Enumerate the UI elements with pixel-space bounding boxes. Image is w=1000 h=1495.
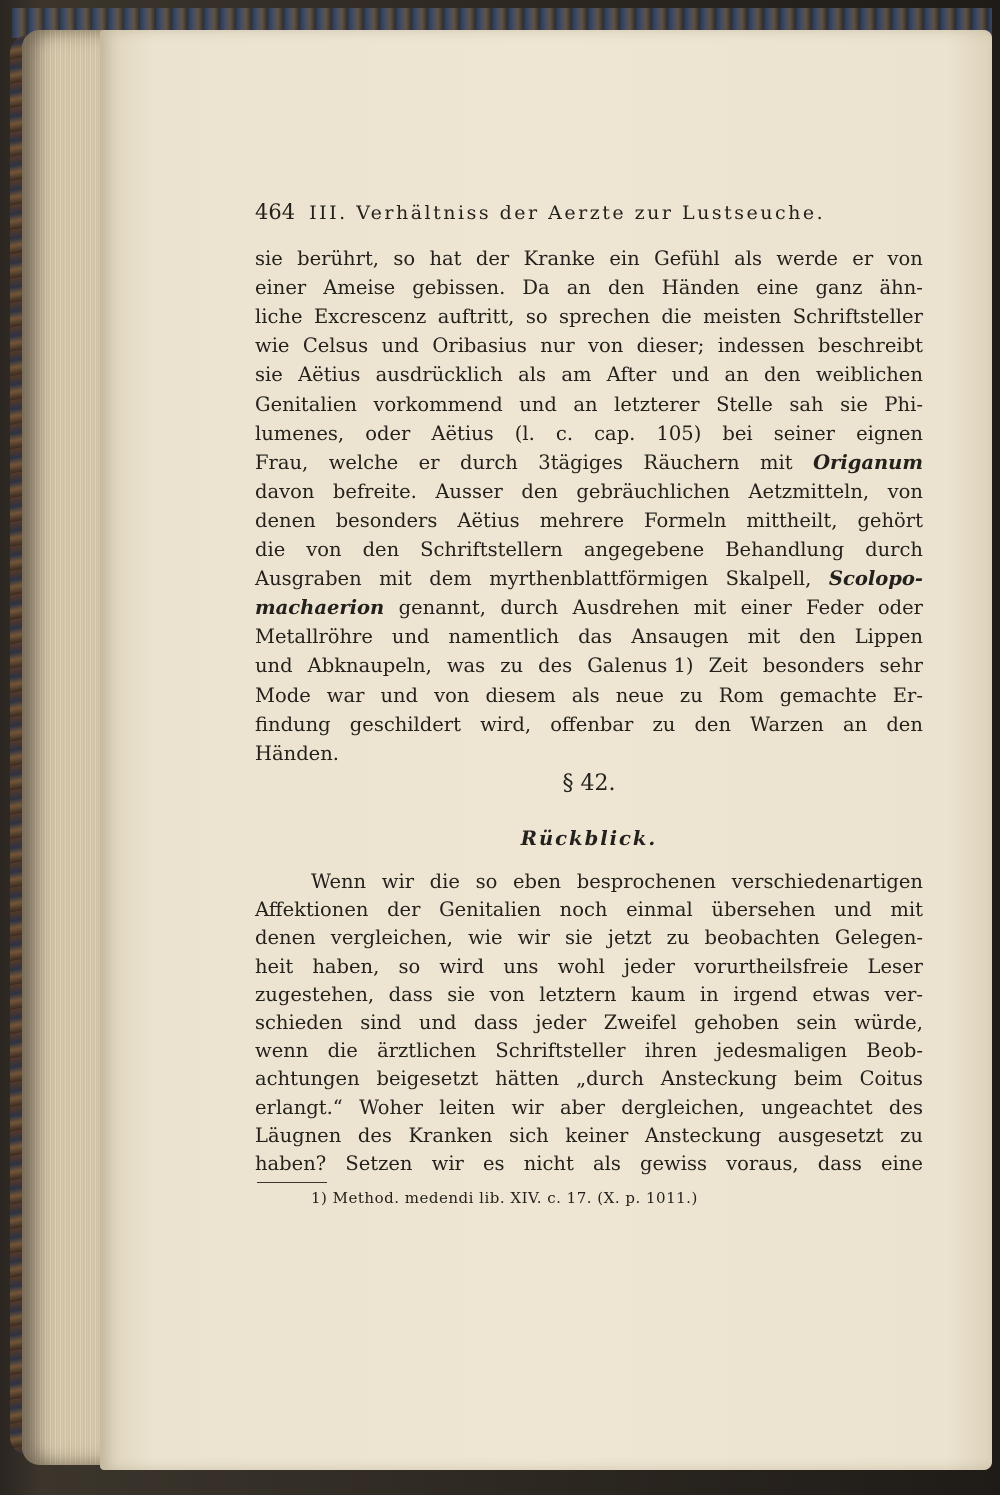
word: und bbox=[834, 898, 872, 922]
word: neue bbox=[615, 683, 664, 707]
word: erlangt.“ bbox=[255, 1095, 343, 1119]
word: ver- bbox=[884, 982, 923, 1006]
word: Schriftsteller bbox=[495, 1039, 626, 1063]
text-line bbox=[255, 740, 923, 768]
text-line bbox=[255, 594, 923, 622]
word: und bbox=[255, 654, 293, 678]
word: aber bbox=[560, 1095, 605, 1119]
word: Beob- bbox=[866, 1039, 923, 1063]
word: diesem bbox=[485, 683, 556, 707]
word: Ausdrehen bbox=[572, 596, 680, 620]
word: wird bbox=[439, 954, 485, 978]
word: als bbox=[592, 1152, 621, 1175]
text-line bbox=[255, 1150, 923, 1178]
word: der bbox=[475, 247, 510, 270]
word: würde, bbox=[854, 1011, 923, 1034]
word: an bbox=[842, 712, 868, 736]
word: c. bbox=[555, 421, 574, 445]
word: das bbox=[578, 625, 613, 649]
text-line bbox=[255, 420, 923, 448]
word: Ansaugen bbox=[631, 625, 729, 649]
word: Ausser bbox=[435, 479, 503, 503]
word: von bbox=[306, 538, 342, 561]
word: indessen bbox=[717, 334, 805, 358]
word: sprechen bbox=[559, 305, 650, 329]
text-line bbox=[255, 623, 923, 651]
word: heit bbox=[255, 954, 294, 978]
word: übersehen bbox=[711, 898, 816, 922]
word: „durch bbox=[575, 1067, 644, 1091]
word: machaerion bbox=[255, 596, 385, 620]
word: so bbox=[393, 247, 416, 270]
word: Räuchern bbox=[643, 450, 740, 474]
word: werde bbox=[776, 247, 838, 270]
word: Skalpell, bbox=[725, 567, 812, 591]
word: myrthenblattförmigen bbox=[489, 567, 709, 591]
word: nur bbox=[540, 334, 575, 358]
word: eine bbox=[880, 1152, 923, 1175]
word: jetzt bbox=[607, 926, 652, 950]
word: Stelle bbox=[716, 392, 773, 416]
word: oder bbox=[365, 421, 411, 445]
word: von bbox=[887, 247, 923, 270]
word: noch bbox=[559, 898, 608, 922]
text-line bbox=[255, 682, 923, 710]
word: ähn- bbox=[879, 276, 923, 300]
word: und bbox=[418, 1011, 457, 1034]
word: beobachten bbox=[704, 926, 820, 950]
word: Ameise bbox=[323, 276, 396, 300]
text-line bbox=[255, 981, 923, 1009]
word: liche bbox=[255, 305, 303, 329]
word: er bbox=[852, 247, 874, 270]
word: von bbox=[434, 683, 470, 707]
word: Aëtius bbox=[431, 421, 494, 445]
word: beschreibt bbox=[818, 334, 923, 358]
word: und bbox=[380, 683, 419, 707]
word: Feder bbox=[806, 596, 864, 620]
word: geschildert bbox=[349, 712, 461, 736]
text-line bbox=[255, 711, 923, 739]
word: einer bbox=[255, 276, 307, 300]
word: was bbox=[446, 654, 486, 678]
word: berührt, bbox=[297, 247, 379, 270]
word: vorurtheilsfreie bbox=[694, 954, 849, 978]
word: Rom bbox=[718, 683, 764, 707]
word: Händen. bbox=[255, 741, 339, 765]
text-line bbox=[255, 1037, 923, 1065]
word: des bbox=[357, 1123, 392, 1147]
word: Oribasius bbox=[432, 334, 527, 358]
word: oder bbox=[877, 596, 923, 620]
word: welche bbox=[328, 450, 399, 474]
word: sind bbox=[360, 1011, 402, 1034]
word: gebissen. bbox=[412, 276, 506, 300]
word: Phi- bbox=[884, 392, 923, 416]
word: zugestehen, bbox=[255, 982, 375, 1006]
text-line bbox=[311, 868, 923, 896]
word: wir bbox=[381, 870, 415, 893]
word: von bbox=[887, 479, 923, 503]
word: eben bbox=[512, 870, 562, 893]
word: Behandlung bbox=[725, 538, 845, 561]
word: Kranke bbox=[523, 247, 595, 270]
word: Coitus bbox=[859, 1067, 923, 1091]
word: zu bbox=[652, 712, 676, 736]
word: ausdrücklich bbox=[375, 363, 503, 387]
word: besonders bbox=[762, 654, 865, 678]
word: leiten bbox=[439, 1095, 496, 1119]
word: hat bbox=[429, 247, 462, 270]
word: kaum bbox=[630, 982, 686, 1006]
word: den bbox=[521, 479, 558, 503]
word: ganz bbox=[815, 276, 863, 300]
word: nicht bbox=[523, 1152, 574, 1175]
word: war bbox=[326, 683, 365, 707]
word: findung bbox=[255, 712, 331, 736]
footnote: 1) Method. medendi lib. XIV. c. 17. (X. p. 1011.) bbox=[311, 1189, 698, 1207]
word: zu bbox=[900, 1123, 923, 1147]
word: dass bbox=[388, 982, 433, 1006]
word: cap. bbox=[594, 421, 636, 445]
word: als bbox=[571, 683, 600, 707]
running-head bbox=[255, 200, 923, 226]
word: zu bbox=[666, 926, 690, 950]
word: 3tägiges bbox=[538, 450, 623, 474]
word: als bbox=[734, 247, 762, 270]
word: wenn bbox=[255, 1039, 309, 1063]
word: am bbox=[561, 363, 592, 387]
word: namentlich bbox=[448, 625, 560, 649]
word: wird, bbox=[480, 712, 532, 736]
word: gehoben bbox=[694, 1011, 779, 1034]
word: sie bbox=[840, 392, 868, 416]
page-number: 464 bbox=[255, 200, 296, 224]
word: sie bbox=[255, 363, 283, 387]
word: den bbox=[886, 712, 923, 736]
word: an bbox=[566, 276, 591, 300]
word: den bbox=[799, 625, 836, 649]
word: Schriftsteller bbox=[792, 305, 923, 329]
word: weiblichen bbox=[815, 363, 923, 387]
word: so bbox=[525, 305, 548, 329]
word: besprochenen bbox=[576, 870, 716, 893]
word: Schriftstellern bbox=[420, 538, 563, 561]
word: Excrescenz bbox=[313, 305, 427, 329]
word: Galenus 1) bbox=[587, 654, 694, 678]
word: Warzen bbox=[750, 712, 824, 736]
word: Läugnen bbox=[255, 1123, 342, 1147]
word: jeder bbox=[624, 954, 675, 978]
word: mehrere bbox=[539, 508, 625, 532]
word: davon bbox=[255, 479, 315, 503]
word: beim bbox=[794, 1067, 843, 1091]
word: sie bbox=[447, 982, 475, 1006]
word: mittheilt, bbox=[746, 508, 838, 532]
word: wir bbox=[517, 926, 550, 950]
word: dass bbox=[473, 1011, 519, 1034]
word: sehr bbox=[879, 654, 923, 678]
word: angegebene bbox=[583, 538, 705, 561]
word: eine bbox=[756, 276, 799, 300]
text-line bbox=[255, 896, 923, 924]
word: durch bbox=[500, 596, 559, 620]
word: wir bbox=[511, 1095, 544, 1119]
word: Wenn bbox=[311, 870, 367, 893]
word: Metallröhre bbox=[255, 625, 373, 649]
word: so bbox=[475, 870, 498, 893]
word: haben? bbox=[255, 1152, 327, 1175]
word: mit bbox=[747, 625, 781, 649]
word: seiner bbox=[773, 421, 835, 445]
word: Frau, bbox=[255, 450, 309, 474]
word: von bbox=[588, 334, 624, 358]
word: Zweifel bbox=[603, 1011, 677, 1034]
word: gehört bbox=[857, 508, 923, 532]
section-title: Rückblick. bbox=[520, 827, 658, 850]
word: uns bbox=[503, 954, 539, 978]
word: Aëtius bbox=[457, 508, 520, 532]
word: des bbox=[888, 1095, 923, 1119]
word: wir bbox=[431, 1152, 464, 1175]
word: Celsus bbox=[302, 334, 369, 358]
text-line bbox=[255, 1065, 923, 1093]
word: letzterer bbox=[614, 392, 700, 416]
word: denen bbox=[255, 926, 316, 950]
word: gemachte bbox=[779, 683, 877, 707]
text-line bbox=[255, 391, 923, 419]
word: jedesmaligen bbox=[716, 1039, 848, 1063]
word: sich bbox=[509, 1123, 549, 1147]
word: so bbox=[398, 954, 421, 978]
word: voraus, bbox=[726, 1152, 799, 1175]
text-line bbox=[255, 361, 923, 389]
word: Kranken bbox=[408, 1123, 493, 1147]
word: haben, bbox=[312, 954, 380, 978]
word: Genitalien bbox=[439, 898, 542, 922]
word: Da bbox=[522, 276, 550, 300]
word: durch bbox=[459, 450, 518, 474]
word: meisten bbox=[703, 305, 782, 329]
running-head-title: III. Verhältniss der Aerzte zur Lustseuche. bbox=[309, 202, 826, 224]
word: die bbox=[429, 870, 460, 893]
word: Gelegen- bbox=[834, 926, 923, 950]
word: gewiss bbox=[640, 1152, 707, 1175]
word: After bbox=[606, 363, 657, 387]
word: durch bbox=[865, 538, 923, 561]
word: Affektionen bbox=[255, 898, 369, 922]
word: Origanum bbox=[813, 450, 923, 474]
word: sie bbox=[565, 926, 593, 950]
word: dem bbox=[429, 567, 472, 591]
word: keiner bbox=[565, 1123, 629, 1147]
text-line bbox=[255, 652, 923, 680]
word: jeder bbox=[535, 1011, 587, 1034]
word: zu bbox=[679, 683, 703, 707]
word: von bbox=[489, 982, 525, 1006]
word: die bbox=[255, 538, 286, 561]
word: den bbox=[608, 276, 645, 300]
word: einer bbox=[740, 596, 792, 620]
word: beigesetzt bbox=[376, 1067, 479, 1091]
word: er bbox=[418, 450, 440, 474]
word: an bbox=[573, 392, 598, 416]
word: und bbox=[381, 334, 420, 358]
word: Ansteckung bbox=[660, 1067, 778, 1091]
word: Abknaupeln, bbox=[307, 654, 432, 678]
word: vorkommend bbox=[373, 392, 503, 416]
word: den bbox=[362, 538, 400, 561]
word: wie bbox=[255, 334, 290, 358]
word: befreite. bbox=[332, 479, 417, 503]
word: Aetzmitteln, bbox=[748, 479, 870, 503]
text-line bbox=[255, 1094, 923, 1122]
word: als bbox=[518, 363, 547, 387]
word: auftritt, bbox=[437, 305, 515, 329]
word: die bbox=[327, 1039, 358, 1063]
word: wohl bbox=[557, 954, 605, 978]
word: letztern bbox=[539, 982, 617, 1006]
text-line bbox=[255, 245, 923, 273]
word: mit bbox=[379, 567, 412, 591]
word: den bbox=[694, 712, 732, 736]
word: denen bbox=[255, 508, 316, 532]
word: offenbar bbox=[550, 712, 634, 736]
word: etwas bbox=[812, 982, 871, 1006]
word: lumenes, bbox=[255, 421, 345, 445]
text-line bbox=[255, 1122, 923, 1150]
word: Zeit bbox=[708, 654, 748, 678]
word: mit bbox=[760, 450, 793, 474]
word: ihren bbox=[644, 1039, 697, 1063]
word: dass bbox=[817, 1152, 862, 1175]
footnote-rule bbox=[257, 1182, 327, 1183]
word: besonders bbox=[335, 508, 438, 532]
section-number: § 42. bbox=[562, 771, 616, 796]
word: Setzen bbox=[345, 1152, 413, 1175]
word: Lippen bbox=[854, 625, 923, 649]
word: der bbox=[387, 898, 421, 922]
text-line bbox=[255, 274, 923, 302]
word: Mode bbox=[255, 683, 311, 707]
word: und bbox=[519, 392, 557, 416]
word: dieser; bbox=[636, 334, 705, 358]
word: (l. bbox=[514, 421, 535, 445]
word: des bbox=[538, 654, 573, 678]
word: es bbox=[483, 1152, 505, 1175]
word: die bbox=[661, 305, 692, 329]
word: ärztlichen bbox=[377, 1039, 477, 1063]
word: Ausgraben bbox=[255, 567, 362, 591]
text-line bbox=[255, 953, 923, 981]
word: den bbox=[764, 363, 801, 387]
word: Händen bbox=[661, 276, 740, 300]
text-line bbox=[255, 449, 923, 477]
text-line bbox=[255, 1009, 923, 1037]
word: sah bbox=[789, 392, 824, 416]
text-line bbox=[255, 478, 923, 506]
word: mit bbox=[890, 898, 923, 922]
word: Formeln bbox=[644, 508, 727, 532]
word: wie bbox=[468, 926, 503, 950]
word: Gefühl bbox=[654, 247, 720, 270]
word: einmal bbox=[626, 898, 693, 922]
word: und bbox=[391, 625, 430, 649]
word: eignen bbox=[856, 421, 923, 445]
word: irgend bbox=[733, 982, 798, 1006]
word: Woher bbox=[359, 1095, 423, 1119]
word: und bbox=[671, 363, 710, 387]
word: achtungen bbox=[255, 1067, 360, 1091]
page-edges bbox=[22, 30, 112, 1465]
word: ungeachtet bbox=[761, 1095, 873, 1119]
text-line bbox=[255, 536, 923, 564]
word: genannt, bbox=[398, 596, 486, 620]
word: Aëtius bbox=[298, 363, 361, 387]
word: sie bbox=[255, 247, 283, 270]
word: ein bbox=[609, 247, 640, 270]
word: bei bbox=[722, 421, 753, 445]
word: zu bbox=[500, 654, 524, 678]
text-line bbox=[255, 332, 923, 360]
word: verschiedenartigen bbox=[731, 870, 923, 893]
text-line bbox=[255, 565, 923, 593]
word: Leser bbox=[867, 954, 923, 978]
word: gebräuchlichen bbox=[576, 479, 730, 503]
word: dergleichen, bbox=[621, 1095, 745, 1119]
word: ausgesetzt bbox=[777, 1123, 884, 1147]
word: an bbox=[724, 363, 749, 387]
word: Scolopo- bbox=[828, 567, 923, 591]
text-line bbox=[255, 303, 923, 331]
word: Genitalien bbox=[255, 392, 357, 416]
word: Ansteckung bbox=[644, 1123, 762, 1147]
text-line bbox=[255, 507, 923, 535]
word: Er- bbox=[892, 683, 923, 707]
word: vergleichen, bbox=[330, 926, 453, 950]
word: hätten bbox=[495, 1067, 560, 1091]
text-line bbox=[255, 924, 923, 952]
word: sein bbox=[796, 1011, 837, 1034]
word: in bbox=[699, 982, 719, 1006]
word: mit bbox=[693, 596, 727, 620]
word: schieden bbox=[255, 1011, 343, 1034]
word: 105) bbox=[656, 421, 702, 445]
